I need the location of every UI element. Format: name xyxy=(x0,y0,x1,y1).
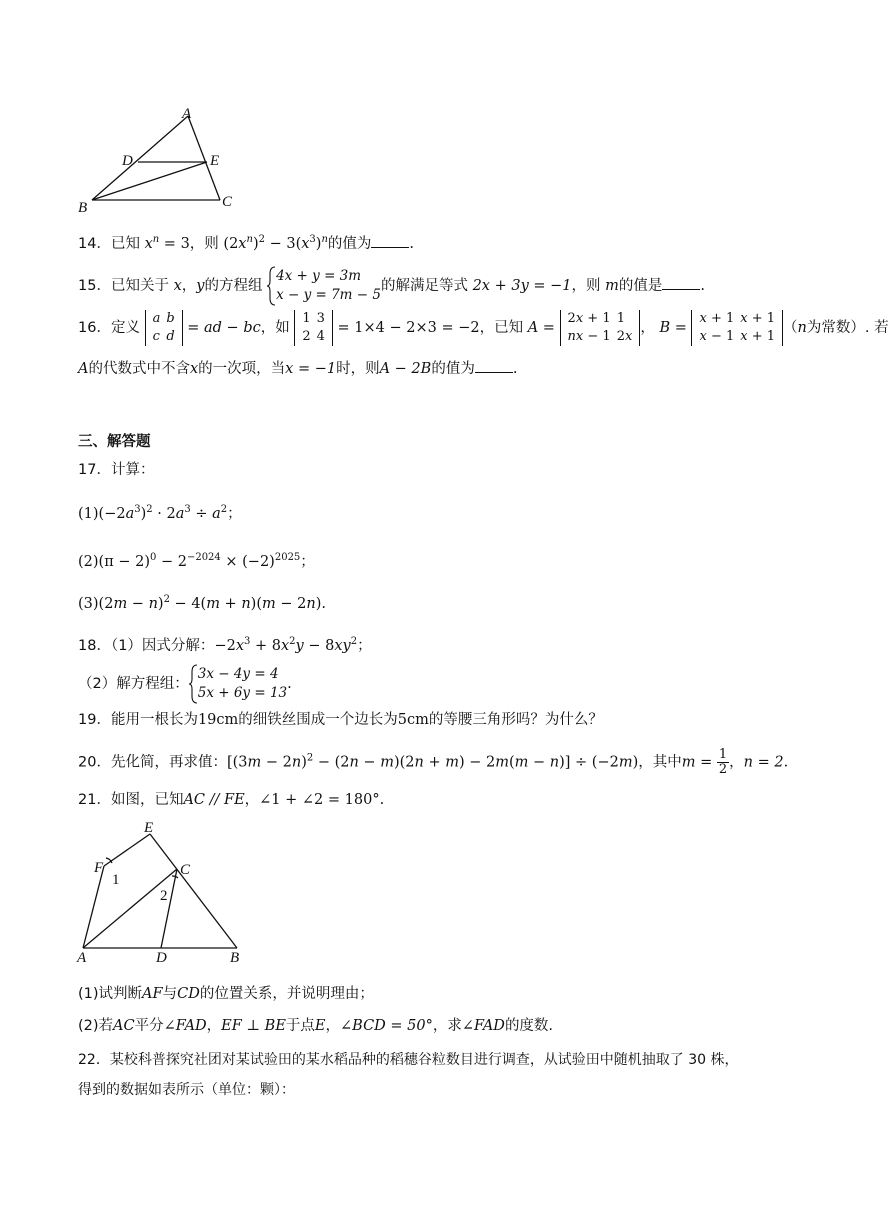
question-22-line1: 22．某校科普探究社团对某试验田的某水稻品种的稻穗谷粒数目进行调查，从试验田中随机抽取了 30 株， xyxy=(78,1052,739,1068)
label-angle-2: 2 xyxy=(160,888,168,904)
figure-triangle-abc xyxy=(74,104,244,220)
question-16-line2: A的代数式中不含x的一次项，当x = −1时，则A − 2B的值为 . xyxy=(78,358,517,379)
question-21-part2: (2)若AC平分∠FAD，EF ⊥ BE于点E，∠BCD = 50°，求∠FAD的度数. xyxy=(78,1018,554,1034)
question-20: 20．先化简，再求值：$[(3m - 2n)^2 - (2n - m)(2n + m) - 2m(m - n)] \div (-2m)$，其中m = $\frac{1}{2}$ ，n = 2. xyxy=(78,747,789,777)
label-c: C xyxy=(222,194,233,210)
label-d: D xyxy=(122,153,133,169)
label-d: D xyxy=(156,950,167,966)
segment-fa xyxy=(83,866,104,948)
segment-be xyxy=(92,162,207,200)
question-19: 19．能用一根长为19cm的细铁丝围成一个边长为5cm的等腰三角形吗？为什么？ xyxy=(78,712,603,728)
segment-ab xyxy=(92,116,188,200)
question-22-line2: 得到的数据如表所示（单位：颗）： xyxy=(78,1082,295,1098)
question-17-part2: $(2)(\pi - 2)^0 - 2^{-2024} \times (-2)^{2025}$； xyxy=(78,552,315,570)
label-a: A xyxy=(182,106,192,122)
answer-blank xyxy=(662,275,700,290)
question-18-part1: 18．（1）因式分解：$-2x^3 + 8x^2y - 8xy^2$； xyxy=(78,636,372,654)
label-b: B xyxy=(230,950,240,966)
question-18-part2: （2）解方程组：3x − 4y = 4 5x + 6y = 13. xyxy=(78,664,292,704)
label-c: C xyxy=(180,862,191,878)
label-a: A xyxy=(77,950,87,966)
question-15: 15．已知关于 x，y的方程组 4x + y = 3m x − y = 7m − 5的解满足等式 2x + 3y = −1，则 m的值是 . xyxy=(78,266,705,306)
question-17-part3: $(3)(2m - n)^2 - 4(m + n)(m - 2n)$. xyxy=(78,594,326,612)
question-16: 16．定义 a b c d = ad − bc，如 1 3 2 4 = 1×4 − 2×3 = −2，已知 A = 2x + 1 1 nx − 1 2x ， B = x + 1 x + 1 x − 1 x + 1 （n为常数）. 若 xyxy=(78,311,889,344)
question-17-head: 17．计算： xyxy=(78,462,155,478)
figure-quadrilateral xyxy=(74,816,264,970)
label-angle-1: 1 xyxy=(112,872,120,888)
label-b: B xyxy=(78,200,88,216)
label-f: F xyxy=(94,860,104,876)
question-21-part1: (1)试判断AF与CD的位置关系，并说明理由； xyxy=(78,986,374,1002)
question-21: 21．如图，已知AC // FE，∠1 + ∠2 = 180°. xyxy=(78,792,385,808)
brace-icon xyxy=(189,664,198,704)
section-title: 三、解答题 xyxy=(78,434,151,450)
label-e: E xyxy=(210,153,220,169)
question-17-part1: $(1)(-2a^3)^2 \cdot 2a^3 \div a^2$； xyxy=(78,504,242,522)
answer-blank xyxy=(371,233,409,248)
label-e: E xyxy=(144,820,154,836)
answer-blank xyxy=(475,358,513,373)
question-14: 14．已知 $x^n = 3$，则 $(2x^n)^2 - 3(x^3)^n$的值为 . xyxy=(78,234,415,252)
brace-icon xyxy=(267,266,276,306)
